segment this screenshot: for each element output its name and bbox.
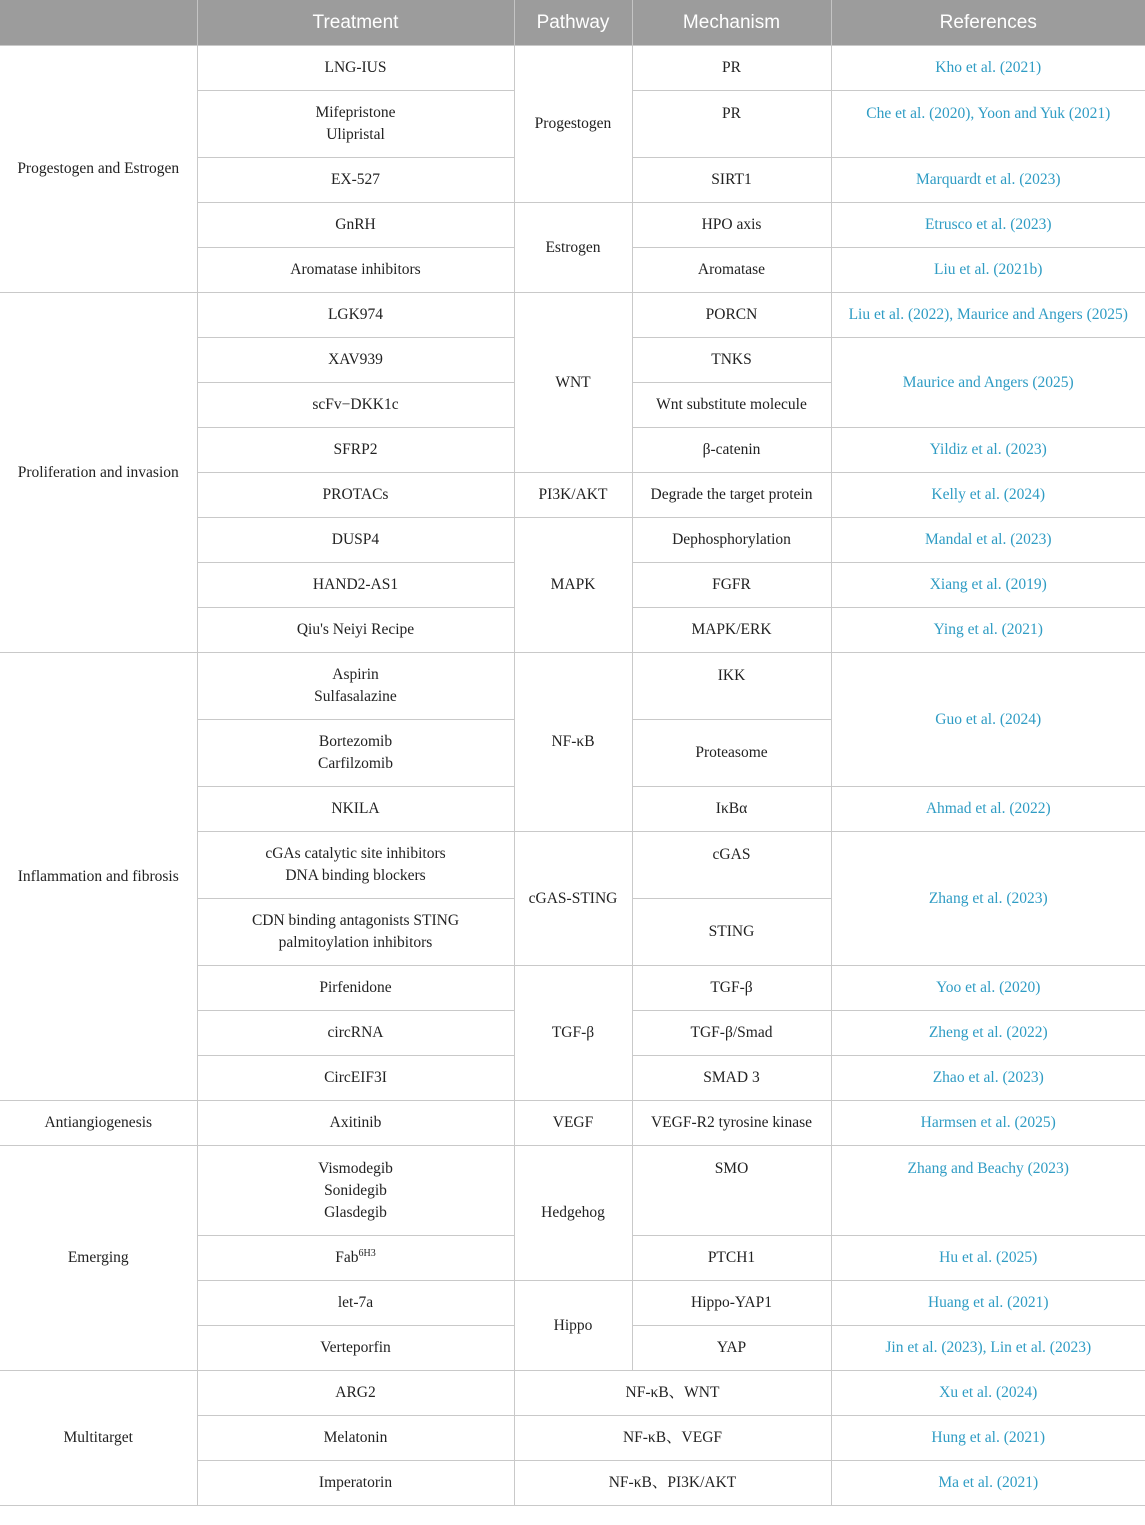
reference-link[interactable]: Mandal et al. (2023) (831, 518, 1145, 563)
treatment-line: DNA binding blockers (285, 867, 426, 884)
reference-link[interactable]: Ying et al. (2021) (831, 608, 1145, 653)
treatment-line: Mifepristone (315, 104, 396, 121)
treatment-fab: Fab (335, 1249, 359, 1266)
treatment-cell: ARG2 (197, 1371, 514, 1416)
mechanism-cell: TGF-β (632, 966, 831, 1011)
reference-link[interactable]: Ma et al. (2021) (831, 1461, 1145, 1506)
mechanism-cell: IκBα (632, 787, 831, 832)
mechanism-cell: TNKS (632, 338, 831, 383)
reference-link[interactable]: Ahmad et al. (2022) (831, 787, 1145, 832)
treatment-cell: Melatonin (197, 1416, 514, 1461)
treatment-cell: LGK974 (197, 293, 514, 338)
header-references: References (831, 0, 1145, 46)
mechanism-cell: MAPK/ERK (632, 608, 831, 653)
category-cell: Emerging (0, 1146, 197, 1371)
mechanism-cell: Hippo-YAP1 (632, 1281, 831, 1326)
pathway-mechanism-cell: NF-κB、VEGF (514, 1416, 831, 1461)
treatment-line: Sulfasalazine (314, 688, 397, 705)
mechanism-cell: Wnt substitute molecule (632, 383, 831, 428)
pathway-cell: PI3K/AKT (514, 473, 632, 518)
pathway-mechanism-cell: NF-κB、PI3K/AKT (514, 1461, 831, 1506)
mechanism-cell: SIRT1 (632, 158, 831, 203)
treatment-cell: Verteporfin (197, 1326, 514, 1371)
reference-link[interactable]: Hung et al. (2021) (831, 1416, 1145, 1461)
category-cell: Progestogen and Estrogen (0, 46, 197, 293)
treatment-cell: SFRP2 (197, 428, 514, 473)
category-cell: Inflammation and fibrosis (0, 653, 197, 1101)
reference-link[interactable]: Jin et al. (2023), Lin et al. (2023) (831, 1326, 1145, 1371)
treatment-cell (197, 653, 514, 720)
reference-link[interactable]: Huang et al. (2021) (831, 1281, 1145, 1326)
table-row (0, 293, 1145, 338)
mechanism-cell: FGFR (632, 563, 831, 608)
reference-link[interactable]: Kho et al. (2021) (831, 46, 1145, 91)
pathway-cell: NF-κB (514, 653, 632, 832)
mechanism-cell: YAP (632, 1326, 831, 1371)
reference-link[interactable]: Yildiz et al. (2023) (831, 428, 1145, 473)
treatment-cell: Aromatase inhibitors (197, 248, 514, 293)
treatment-cell: Pirfenidone (197, 966, 514, 1011)
reference-link[interactable]: Liu et al. (2021b) (831, 248, 1145, 293)
mechanism-cell: VEGF-R2 tyrosine kinase (632, 1101, 831, 1146)
reference-link[interactable]: Hu et al. (2025) (831, 1236, 1145, 1281)
mechanism-cell: Dephosphorylation (632, 518, 831, 563)
pathway-cell: MAPK (514, 518, 632, 653)
category-cell: Antiangiogenesis (0, 1101, 197, 1146)
mechanism-cell: β-catenin (632, 428, 831, 473)
pathway-cell: VEGF (514, 1101, 632, 1146)
pathway-cell: Hedgehog (514, 1146, 632, 1281)
mechanism-cell: HPO axis (632, 203, 831, 248)
table-header (0, 0, 1145, 46)
table-row (0, 1146, 1145, 1236)
treatment-cell: CircEIF3I (197, 1056, 514, 1101)
treatment-line: Carfilzomib (318, 755, 393, 772)
treatment-line: palmitoylation inhibitors (278, 934, 433, 951)
treatment-cell (197, 720, 514, 787)
treatment-cell (197, 832, 514, 899)
mechanism-cell: cGAS (632, 832, 831, 899)
mechanism-cell: IKK (632, 653, 831, 720)
reference-link[interactable]: Guo et al. (2024) (831, 653, 1145, 787)
treatment-cell: HAND2-AS1 (197, 563, 514, 608)
reference-link[interactable]: Etrusco et al. (2023) (831, 203, 1145, 248)
reference-link[interactable]: Yoo et al. (2020) (831, 966, 1145, 1011)
table-row (0, 46, 1145, 91)
reference-link[interactable]: Kelly et al. (2024) (831, 473, 1145, 518)
reference-link[interactable]: Liu et al. (2022), Maurice and Angers (2025) (831, 293, 1145, 338)
treatment-cell: Axitinib (197, 1101, 514, 1146)
mechanism-cell: PTCH1 (632, 1236, 831, 1281)
mechanism-cell: PORCN (632, 293, 831, 338)
reference-link[interactable]: Xiang et al. (2019) (831, 563, 1145, 608)
mechanism-cell: PR (632, 91, 831, 158)
treatment-cell: NKILA (197, 787, 514, 832)
table-body (0, 46, 1145, 1506)
header-category (0, 0, 197, 46)
treatment-cell (197, 1236, 514, 1281)
reference-link[interactable]: Harmsen et al. (2025) (831, 1101, 1145, 1146)
reference-link[interactable]: Che et al. (2020), Yoon and Yuk (2021) (831, 91, 1145, 158)
reference-link[interactable]: Zhao et al. (2023) (831, 1056, 1145, 1101)
treatment-line: Ulipristal (326, 126, 385, 143)
treatment-cell: GnRH (197, 203, 514, 248)
treatment-cell: Qiu's Neiyi Recipe (197, 608, 514, 653)
treatment-cell: let-7a (197, 1281, 514, 1326)
mechanism-cell: Aromatase (632, 248, 831, 293)
treatment-line: Bortezomib (318, 733, 393, 750)
treatment-cell (197, 91, 514, 158)
treatment-cell: XAV939 (197, 338, 514, 383)
mechanism-cell: Proteasome (632, 720, 831, 787)
treatment-cell: Imperatorin (197, 1461, 514, 1506)
mechanism-cell: TGF-β/Smad (632, 1011, 831, 1056)
pathway-mechanism-cell: NF-κB、WNT (514, 1371, 831, 1416)
treatment-line: Glasdegib (324, 1203, 387, 1221)
header-mechanism: Mechanism (632, 0, 831, 46)
treatment-cell: circRNA (197, 1011, 514, 1056)
reference-link[interactable]: Marquardt et al. (2023) (831, 158, 1145, 203)
table-row (0, 1101, 1145, 1146)
pathway-cell: Hippo (514, 1281, 632, 1371)
pathway-cell: cGAS-STING (514, 832, 632, 966)
treatment-cell: PROTACs (197, 473, 514, 518)
treatment-line: Aspirin (332, 666, 379, 683)
mechanism-cell: PR (632, 46, 831, 91)
reference-link[interactable]: Zhang et al. (2023) (831, 832, 1145, 966)
treatment-line: Sonidegib (324, 1181, 387, 1199)
table-row (0, 653, 1145, 720)
header-pathway: Pathway (514, 0, 632, 46)
treatment-line: CDN binding antagonists STING (251, 912, 460, 929)
mechanism-cell: SMAD 3 (632, 1056, 831, 1101)
reference-link[interactable]: Xu et al. (2024) (831, 1371, 1145, 1416)
treatment-cell: DUSP4 (197, 518, 514, 563)
treatment-cell: scFv−DKK1c (197, 383, 514, 428)
treatment-cell (197, 899, 514, 966)
reference-link[interactable]: Zheng et al. (2022) (831, 1011, 1145, 1056)
treatment-fab-superscript: 6H3 (358, 1247, 376, 1259)
pathway-cell: Estrogen (514, 203, 632, 293)
pathway-cell: Progestogen (514, 46, 632, 203)
mechanism-cell: STING (632, 899, 831, 966)
mechanism-cell: SMO (632, 1146, 831, 1236)
pathway-cell: WNT (514, 293, 632, 473)
reference-link[interactable]: Zhang and Beachy (2023) (831, 1146, 1145, 1236)
category-cell: Multitarget (0, 1371, 197, 1506)
treatment-cell: EX-527 (197, 158, 514, 203)
pathway-cell: TGF-β (514, 966, 632, 1101)
treatment-line: cGAs catalytic site inhibitors (265, 845, 446, 862)
mechanism-cell: Degrade the target protein (632, 473, 831, 518)
header-treatment: Treatment (197, 0, 514, 46)
treatment-cell: LNG-IUS (197, 46, 514, 91)
treatment-line: Vismodegib (318, 1159, 393, 1177)
treatment-cell (197, 1146, 514, 1236)
reference-link[interactable]: Maurice and Angers (2025) (831, 338, 1145, 428)
table-row (0, 1371, 1145, 1416)
category-cell: Proliferation and invasion (0, 293, 197, 653)
